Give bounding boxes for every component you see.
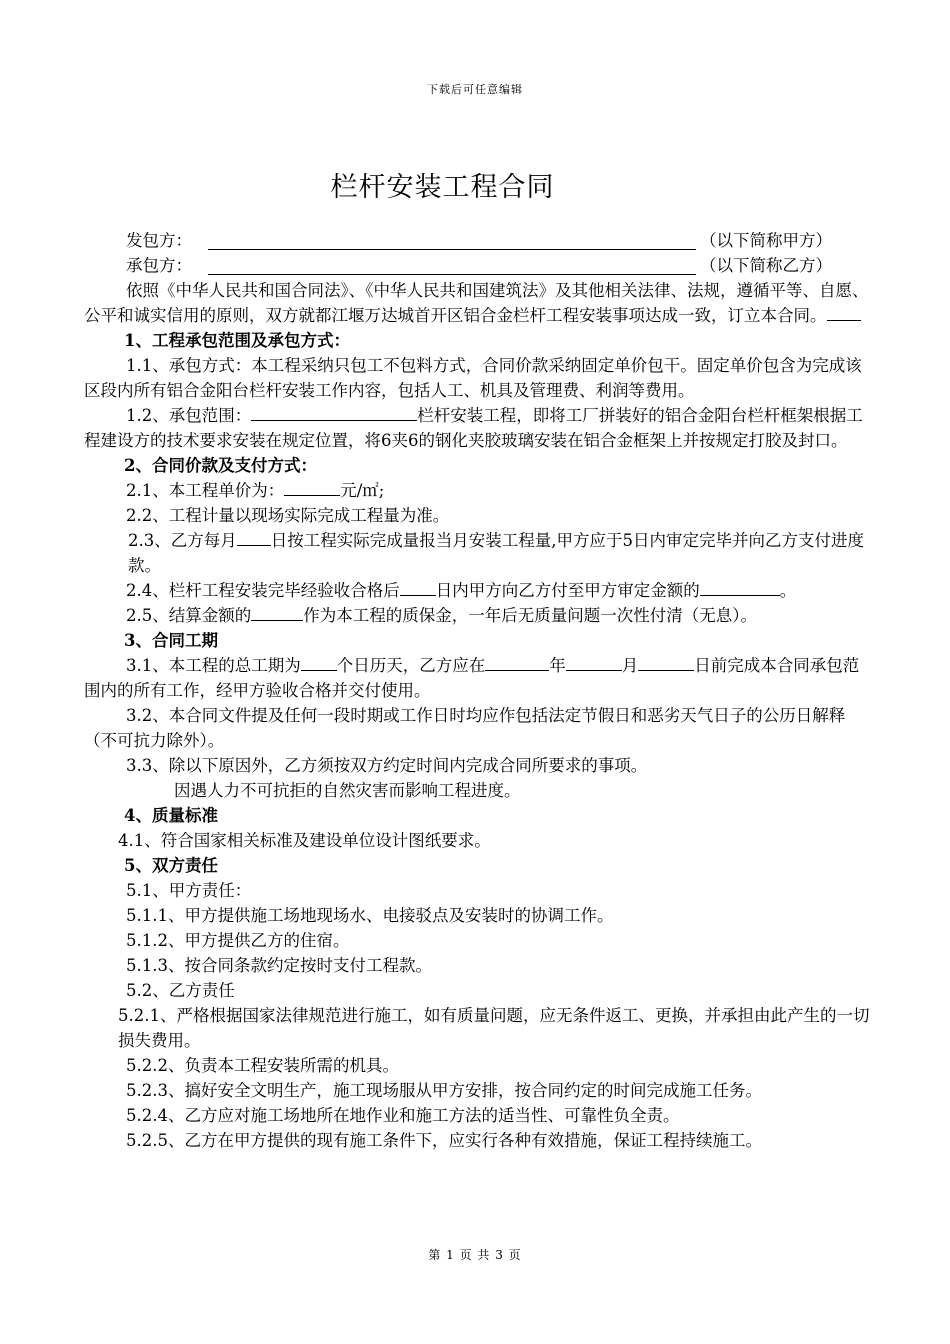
party-a-suffix: （以下简称甲方） <box>700 231 832 250</box>
party-b-row <box>84 253 874 278</box>
warranty-ratio-blank[interactable] <box>251 603 303 621</box>
clause-5-1: 5.1、甲方责任： <box>126 881 252 900</box>
clause-2-4 <box>84 578 874 603</box>
clause-2-2: 2.2、工程计量以现场实际完成工程量为准。 <box>126 506 450 525</box>
header-note: 下载后可任意编辑 <box>427 83 523 96</box>
party-a-blank[interactable] <box>208 232 696 250</box>
party-a-label: 发包方： <box>126 231 192 250</box>
section-1-heading: 1、工程承包范围及承包方式： <box>124 331 350 350</box>
clause-2-5 <box>84 603 874 628</box>
clause-3-1-label: 3.1、本工程的总工期为 <box>126 656 301 675</box>
deadline-year-blank[interactable] <box>485 653 549 671</box>
duration-blank[interactable] <box>301 653 337 671</box>
payment-days-blank[interactable] <box>400 578 436 596</box>
clause-2-4-label: 2.4、栏杆工程安装完毕经验收合格后 <box>126 581 400 600</box>
clause-3-2: 3.2、本合同文件提及任何一段时期或工作日时均应作包括法定节假日和恶劣天气日子的公历日解释（不可抗力除外）。 <box>84 706 846 750</box>
clause-3-3: 3.3、除以下原因外，乙方须按双方约定时间内完成合同所要求的事项。 <box>126 756 648 775</box>
party-b-blank[interactable] <box>208 257 696 275</box>
report-day-blank[interactable] <box>237 528 271 546</box>
party-b-label: 承包方： <box>126 256 192 275</box>
party-a-row <box>84 228 874 253</box>
clause-2-3-text: 日按工程实际完成量报当月安装工程量,甲方应于5日内审定完毕并向乙方支付进度款。 <box>128 531 864 575</box>
clause-2-4-end: 。 <box>779 581 797 600</box>
clause-5-2-5: 5.2.5、乙方在甲方提供的现有施工条件下，应实行各种有效措施，保证工程持续施工。 <box>126 1131 762 1150</box>
clause-3-1-rest: 日前完成本合同承包范围内的所有工作，经甲方验收合格并交付使用。 <box>84 656 860 700</box>
clause-1-2-label: 1.2、承包范围： <box>126 406 252 425</box>
clause-2-4-text: 日内甲方向乙方付至甲方审定金额的 <box>435 581 700 600</box>
unit-price-blank[interactable] <box>284 478 340 496</box>
clause-5-2-1: 5.2.1、严格根据国家法律规范进行施工，如有质量问题，应无条件返工、更换，并承担由此产生的一切损失费用。 <box>118 1006 870 1050</box>
clause-2-1-label: 2.1、本工程单价为： <box>126 481 285 500</box>
page-footer: 第 1 页 共 3 页 <box>428 1248 522 1262</box>
contract-title: 栏杆安装工程合同 <box>330 172 555 203</box>
payment-ratio-blank[interactable] <box>700 578 780 596</box>
month-label: 月 <box>621 656 639 675</box>
intro-text: 依照《中华人民共和国合同法》、《中华人民共和国建筑法》及其他相关法律、法规，遵循平等、自愿、公平和诚实信用的原则，双方就都江堰万达城首开区铝合金栏杆工程安装事项达成一致，订立本合同。 <box>84 281 869 325</box>
deadline-day-blank[interactable] <box>638 653 694 671</box>
clause-1-2-text: 栏杆安装工程，即将工厂拼装好的铝合金阳台栏杆框架根据工程建设方的技术要求安装在规定位置，将6夹6的钢化夹胶玻璃安装在铝合金框架上并按规定打胶及封口。 <box>84 406 863 450</box>
clause-2-1 <box>84 478 874 503</box>
clause-5-1-3: 5.1.3、按合同条款约定按时支付工程款。 <box>126 956 432 975</box>
party-b-suffix: （以下简称乙方） <box>700 256 832 275</box>
clause-2-5-label: 2.5、结算金额的 <box>126 606 252 625</box>
section-3-heading: 3、合同工期 <box>124 631 218 650</box>
intro-blank[interactable] <box>827 303 861 321</box>
intro-paragraph <box>84 278 874 328</box>
deadline-month-blank[interactable] <box>566 653 622 671</box>
clause-3-1-text: 个日历天，乙方应在 <box>336 656 486 675</box>
clause-3-1 <box>84 653 874 703</box>
clause-2-1-unit: 元/㎡; <box>340 481 385 500</box>
clause-2-3-label: 2.3、乙方每月 <box>128 531 237 550</box>
clause-5-1-1: 5.1.1、甲方提供施工场地现场水、电接驳点及安装时的协调工作。 <box>126 906 614 925</box>
clause-5-2-2: 5.2.2、负责本工程安装所需的机具。 <box>126 1056 399 1075</box>
clause-5-2-4: 5.2.4、乙方应对施工场地所在地作业和施工方法的适当性、可靠性负全责。 <box>126 1106 680 1125</box>
section-2-heading: 2、合同价款及支付方式： <box>124 456 317 475</box>
clause-2-3 <box>84 528 874 578</box>
year-label: 年 <box>549 656 566 675</box>
section-4-heading: 4、质量标准 <box>124 806 218 825</box>
clause-1-1: 1.1、承包方式：本工程采纳只包工不包料方式，合同价款采纳固定单价包干。固定单价包含为完成该区段内所有铝合金阳台栏杆安装工作内容，包括人工、机具及管理费、利润等费用。 <box>84 356 862 400</box>
project-scope-blank[interactable] <box>251 403 417 421</box>
clause-4-1: 4.1、符合国家相关标准及建设单位设计图纸要求。 <box>118 831 491 850</box>
clause-2-5-text: 作为本工程的质保金，一年后无质量问题一次性付清（无息）。 <box>303 606 757 625</box>
clause-5-2-3: 5.2.3、搞好安全文明生产，施工现场服从甲方安排，按合同约定的时间完成施工任务。 <box>126 1081 762 1100</box>
clause-5-2: 5.2、乙方责任 <box>126 981 235 1000</box>
clause-1-2 <box>84 403 874 453</box>
contract-body <box>84 228 874 1153</box>
clause-3-3-item: 因遇人力不可抗拒的自然灾害而影响工程进度。 <box>174 781 521 800</box>
clause-5-1-2: 5.1.2、甲方提供乙方的住宿。 <box>126 931 350 950</box>
section-5-heading: 5、双方责任 <box>124 856 218 875</box>
